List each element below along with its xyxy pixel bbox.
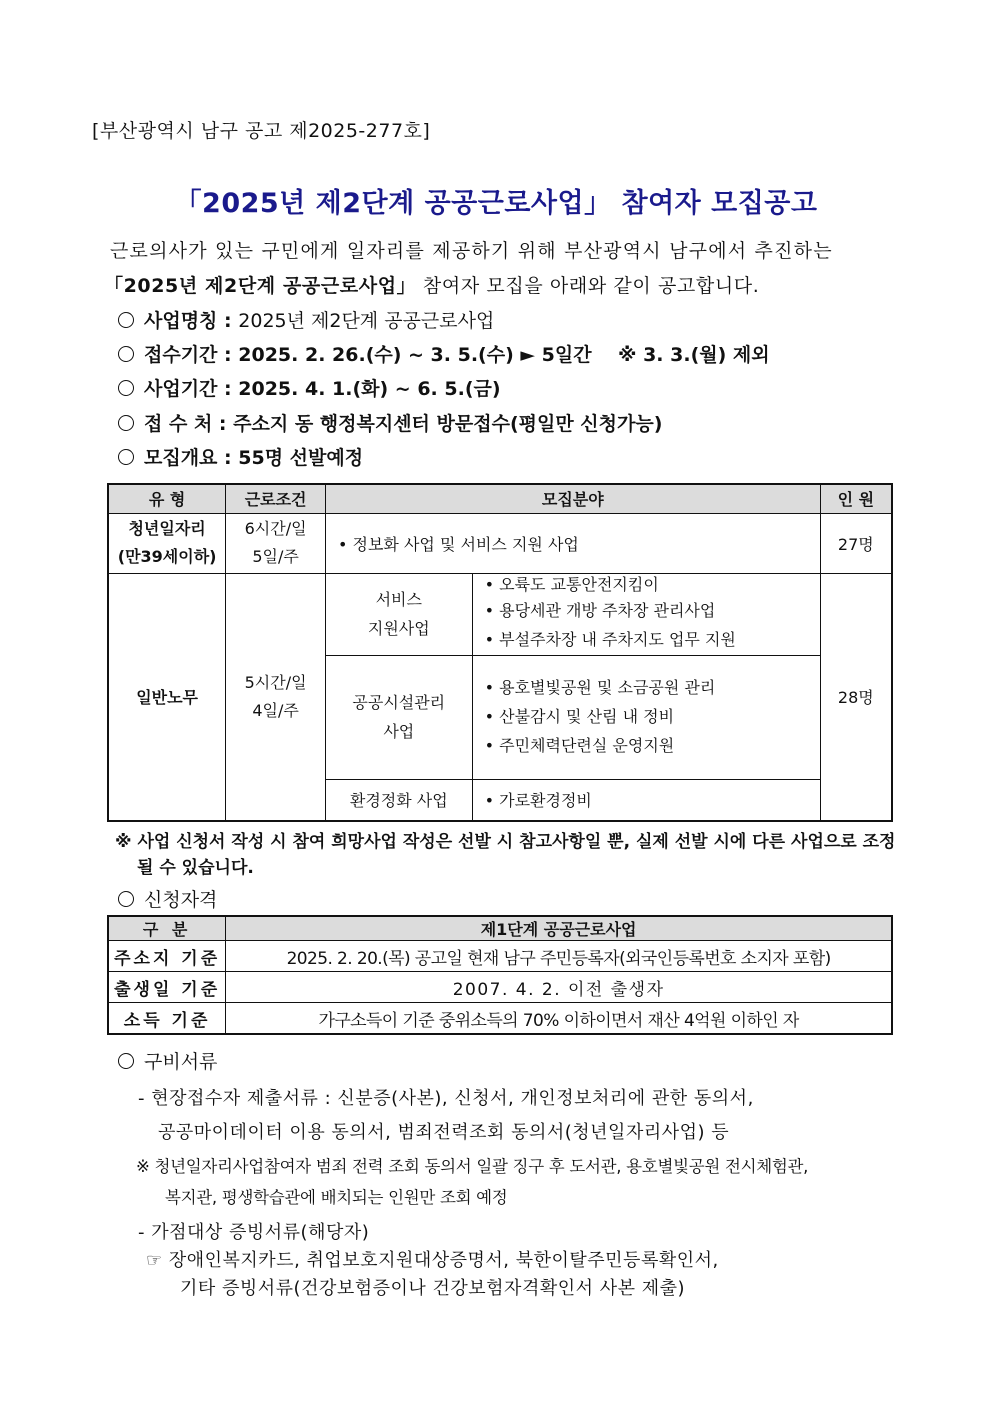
- item-label: 사업명칭 :: [144, 310, 232, 332]
- item-label: 접 수 처 :: [144, 413, 227, 435]
- field-text: • 정보화 사업 및 서비스 지원 사업: [338, 535, 579, 554]
- item-application-period: [118, 340, 770, 367]
- group-name: [325, 655, 472, 779]
- condition-general: [226, 573, 326, 821]
- circle-bullet-icon: [118, 312, 134, 328]
- bonus-docs-title: - 가점대상 증빙서류(해당자): [138, 1222, 370, 1243]
- page-title: 「2025년 제2단계 공공근로사업」 참여자 모집공고: [174, 188, 818, 219]
- item-label: 사업기간 :: [144, 378, 232, 400]
- table-row: [108, 1003, 892, 1035]
- type-line: (만39세이하): [117, 547, 217, 566]
- row-label: 주소지 기준: [108, 941, 226, 972]
- bonus-docs-line-2: 기타 증빙서류(건강보험증이나 건강보험자격확인서 사본 제출): [180, 1278, 686, 1299]
- intro-line-1: 근로의사가 있는 구민에게 일자리를 제공하기 위해 부산광역시 남구에서 추진하는: [110, 240, 833, 262]
- onsite-docs-line-1: - 현장접수자 제출서류 : 신분증(사본), 신청서, 개인정보처리에 관한 동의서,: [138, 1088, 754, 1109]
- field-youth: [325, 513, 820, 573]
- group-name: [325, 573, 472, 655]
- item-project-period: [118, 374, 501, 401]
- item-value: 2025. 4. 1.(화) ~ 6. 5.(금): [238, 378, 501, 400]
- row-value: 2007. 4. 2. 이전 출생자: [226, 972, 892, 1003]
- condition-line: 6시간/일: [244, 519, 307, 538]
- selection-note: ※ 사업 신청서 작성 시 참여 희망사업 작성은 선발 시 참고사항일 뿐, 실제 선발 시에 다른 사업으로 조정될 수 있습니다.: [115, 832, 896, 878]
- group-tasks: [472, 573, 820, 655]
- circle-bullet-icon: [118, 380, 134, 396]
- group-tasks: [472, 655, 820, 779]
- type-general: 일반노무: [108, 573, 226, 821]
- circle-bullet-icon: [118, 346, 134, 362]
- condition-line: 5일/주: [252, 547, 299, 566]
- task-item: • 산불감시 및 산림 내 정비: [485, 702, 820, 731]
- group-name-line: 지원사업: [367, 619, 430, 638]
- condition-line: 5시간/일: [244, 672, 307, 692]
- condition-youth: [226, 513, 326, 573]
- task-item: • 부설주차장 내 주차지도 업무 지원: [485, 625, 820, 654]
- item-value: 55명 선발예정: [238, 447, 364, 469]
- task-item: • 용호별빛공원 및 소금공원 관리: [485, 673, 820, 702]
- qualification-table: [107, 915, 893, 1035]
- circle-bullet-icon: [118, 1053, 134, 1069]
- background-check-note-1: ※ 청년일자리사업참여자 범죄 전력 조회 동의서 일괄 징구 후 도서관, 용호별빛공원 전시체험관,: [136, 1157, 809, 1176]
- task-item: • 용당세관 개방 주차장 관리사업: [485, 596, 820, 625]
- task-item: • 주민체력단련실 운영지원: [485, 731, 820, 760]
- background-check-note-2: 복지관, 평생학습관에 배치되는 인원만 조회 예정: [165, 1188, 508, 1207]
- item-value: 2025년 제2단계 공공근로사업: [238, 310, 495, 332]
- count-youth: 27명: [820, 513, 892, 573]
- item-reception: [118, 409, 662, 436]
- section-documents: [118, 1047, 217, 1074]
- section-title: 신청자격: [144, 889, 218, 911]
- item-recruit-overview: [118, 443, 363, 470]
- header-condition: 근로조건: [226, 484, 326, 513]
- header-count: 인 원: [820, 484, 892, 513]
- type-line: 청년일자리: [128, 519, 206, 538]
- group-name-line: 사업: [383, 722, 415, 741]
- circle-bullet-icon: [118, 891, 134, 907]
- header-category: 구 분: [108, 916, 226, 941]
- recruit-table: [107, 483, 893, 822]
- table-row-youth: [108, 513, 892, 573]
- item-value: 2025. 2. 26.(수) ~ 3. 5.(수) ► 5일간 ※ 3. 3.(월) 제외: [238, 344, 770, 366]
- intro-line-2-rest: 참여자 모집을 아래와 같이 공고합니다.: [422, 275, 760, 297]
- header-type: 유 형: [108, 484, 226, 513]
- notice-number: [부산광역시 남구 공고 제2025-277호]: [92, 120, 431, 142]
- table-row: [108, 972, 892, 1003]
- group-tasks: [472, 779, 820, 821]
- section-qualification: [118, 885, 217, 912]
- item-label: 접수기간 :: [144, 344, 232, 366]
- header-program: 제1단계 공공근로사업: [226, 916, 892, 941]
- item-label: 모집개요 :: [144, 447, 232, 469]
- intro-line-2: [104, 271, 759, 298]
- row-value: 가구소득이 기준 중위소득의 70% 이하이면서 재산 4억원 이하인 자: [226, 1003, 892, 1035]
- task-item: • 오륙도 교통안전지킴이: [485, 574, 820, 596]
- circle-bullet-icon: [118, 415, 134, 431]
- header-field: 모집분야: [325, 484, 820, 513]
- type-youth: [108, 513, 226, 573]
- item-project-name: [118, 306, 494, 333]
- group-name-line: 공공시설관리: [352, 693, 446, 712]
- condition-line: 4일/주: [252, 700, 299, 720]
- row-value: 2025. 2. 20.(목) 공고일 현재 남구 주민등록자(외국인등록번호 소지자 포함): [226, 941, 892, 972]
- onsite-docs-line-2: 공공마이데이터 이용 동의서, 범죄전력조회 동의서(청년일자리사업) 등: [158, 1122, 730, 1143]
- task-item: • 가로환경정비: [485, 791, 592, 810]
- bonus-docs-line-1: ☞ 장애인복지카드, 취업보호지원대상증명서, 북한이탈주민등록확인서,: [146, 1250, 719, 1271]
- intro-project-name: 「2025년 제2단계 공공근로사업」: [104, 275, 417, 297]
- row-label: 출생일 기준: [108, 972, 226, 1003]
- group-name-line: 서비스: [375, 590, 422, 609]
- table-row-general-1: [108, 573, 892, 655]
- table-row: [108, 941, 892, 972]
- section-title: 구비서류: [144, 1051, 218, 1073]
- item-value: 주소지 동 행정복지센터 방문접수(평일만 신청가능): [233, 413, 663, 435]
- circle-bullet-icon: [118, 449, 134, 465]
- count-general: 28명: [820, 573, 892, 821]
- group-name: 환경정화 사업: [325, 779, 472, 821]
- row-label: 소득 기준: [108, 1003, 226, 1035]
